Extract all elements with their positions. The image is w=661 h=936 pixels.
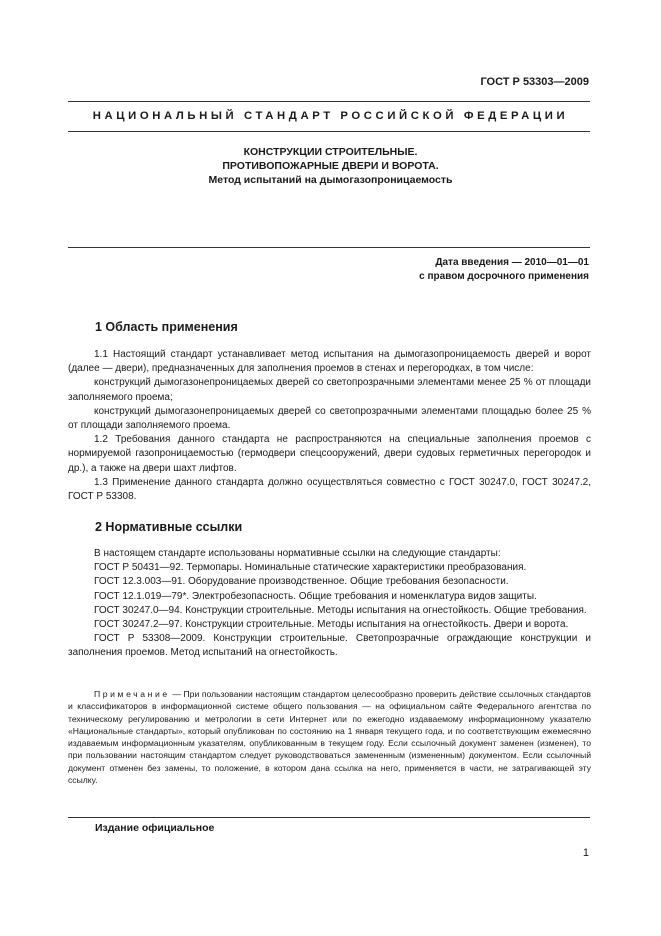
intro-date-line-2: с правом досрочного применения bbox=[419, 271, 589, 282]
title-line-2: ПРОТИВОПОЖАРНЫЕ ДВЕРИ И ВОРОТА. bbox=[222, 160, 439, 172]
national-standard-banner: НАЦИОНАЛЬНЫЙ СТАНДАРТ РОССИЙСКОЙ ФЕДЕРАЦИИ bbox=[92, 110, 569, 122]
paragraph-1-2: 1.2 Требования данного стандарта не распространяются на специальные заполнения проемов с нормируемой газопроницаемостью (гермодвери спецсооружений, двери судовых герметичных перегородок и др.), а также на двери шахт лифтов. bbox=[68, 434, 591, 474]
reference-item: ГОСТ 12.1.019—79*. Электробезопасность. Общие требования и номенклатура видов защиты. bbox=[94, 590, 537, 602]
intro-date-line-1: Дата введения — 2010—01—01 bbox=[435, 257, 589, 268]
reference-item: ГОСТ 30247.2—97. Конструкции строительные. Методы испытания на огнестойкость. Двери и ворота. bbox=[94, 619, 569, 631]
paragraph-1-1: 1.1 Настоящий стандарт устанавливает метод испытания на дымогазопроницаемость дверей и ворот (далее — двери), предназначенных для заполнения проемов в стенах и перегородках, в том числе: bbox=[68, 349, 591, 375]
section-2-body bbox=[68, 547, 591, 661]
reference-item: ГОСТ 30247.0—94. Конструкции строительные. Методы испытания на огнестойкость. Общие требования. bbox=[94, 604, 587, 616]
note-paragraph bbox=[68, 688, 591, 786]
title-line-1: КОНСТРУКЦИИ СТРОИТЕЛЬНЫЕ. bbox=[243, 146, 418, 158]
note-label: Примечание bbox=[94, 689, 170, 699]
reference-item: ГОСТ Р 50431—92. Термопары. Номинальные статические характеристики преобразования. bbox=[94, 562, 527, 574]
banner-rule bbox=[68, 131, 590, 132]
section-1-heading: 1 Область применения bbox=[95, 320, 238, 334]
note-block bbox=[68, 688, 591, 786]
footer-rule bbox=[68, 817, 590, 818]
official-edition-label: Издание официальное bbox=[95, 822, 215, 834]
document-code: ГОСТ Р 53303—2009 bbox=[480, 76, 589, 88]
paragraph-1-1-item-2: конструкций дымогазонепроницаемых дверей со светопрозрачными элементами площадью более 25 % от площади заполняемого проема. bbox=[68, 405, 591, 432]
title-rule bbox=[68, 247, 590, 248]
paragraph-1-3: 1.3 Применение данного стандарта должно осуществляться совместно с ГОСТ 30247.0, ГОСТ 30247.2, ГОСТ Р 53308. bbox=[68, 476, 591, 503]
title-line-3: Метод испытаний на дымогазопроницаемость bbox=[208, 174, 453, 186]
section-2-heading: 2 Нормативные ссылки bbox=[95, 520, 243, 534]
note-text: — При пользовании настоящим стандартом целесообразно проверить действие ссылочных стандартов и классификаторов в информационной системе общего пользования — на официальном сайте Федерального агентства по техническому регулированию и метрологии в сети Интернет или по ежегодно издаваемому информационному указателю «Национальные стандарты», который опубликован по состоянию на 1 января текущего года, и по соответствующим ежемесячно издаваемым информационным указателям, опубликованным в текущем году. Если ссылочный документ заменен (изменен), то при пользовании настоящим стандартом следует руководствоваться замененным (измененным) документом. Если ссылочный документ отменен без замены, то положение, в котором дана ссылка на него, применяется в части, не затрагивающей эту ссылку. bbox=[68, 689, 591, 786]
introduction-date bbox=[419, 256, 589, 284]
references-intro: В настоящем стандарте использованы нормативные ссылки на следующие стандарты: bbox=[94, 548, 501, 559]
reference-item: ГОСТ 12.3.003—91. Оборудование производственное. Общие требования безопасности. bbox=[94, 576, 509, 588]
section-1-body bbox=[68, 348, 591, 504]
reference-item: ГОСТ Р 53308—2009. Конструкции строительные. Светопрозрачные ограждающие конструкции и заполнения проемов. Метод испытаний на огнестойкость. bbox=[68, 633, 591, 659]
paragraph-1-1-item-1: конструкций дымогазонепроницаемых дверей со светопрозрачными элементами менее 25 % от площади заполняемого проема; bbox=[68, 377, 591, 403]
page-number: 1 bbox=[582, 847, 589, 859]
header-rule bbox=[68, 101, 590, 102]
document-title bbox=[68, 145, 593, 187]
